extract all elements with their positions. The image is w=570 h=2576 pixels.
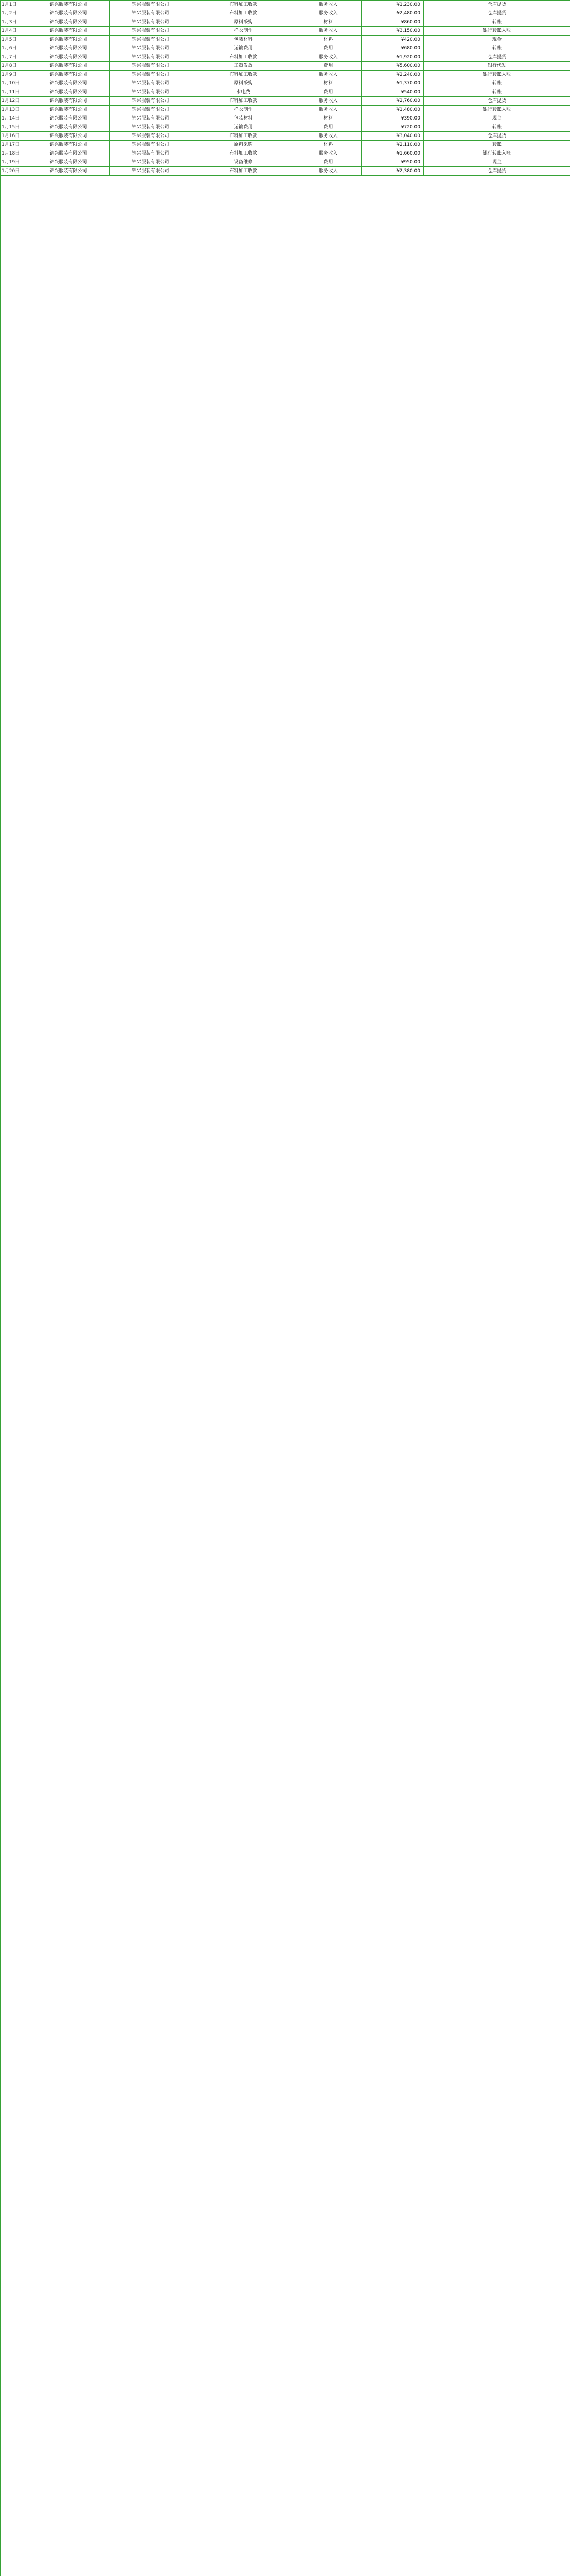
amount-cell: ¥1,660.00 — [362, 149, 424, 158]
description-cell: 布料加工收款 — [192, 53, 295, 62]
table-row — [1, 114, 570, 123]
amount-cell: ¥680.00 — [362, 44, 424, 53]
table-row — [1, 36, 570, 44]
payee-cell: 锦兴服装有限公司 — [110, 71, 192, 79]
category-cell: 服务收入 — [295, 106, 362, 114]
note-cell: 转账 — [424, 141, 570, 149]
amount-cell: ¥1,370.00 — [362, 79, 424, 88]
category-cell: 费用 — [295, 88, 362, 97]
payer-cell: 锦兴服装有限公司 — [27, 27, 110, 36]
payee-cell: 锦兴服装有限公司 — [110, 158, 192, 167]
description-cell: 运输费用 — [192, 123, 295, 132]
note-cell: 现金 — [424, 114, 570, 123]
payer-cell: 锦兴服装有限公司 — [27, 62, 110, 71]
table-row — [1, 62, 570, 71]
date-cell: 1月10日 — [1, 79, 27, 88]
date-cell: 1月4日 — [1, 27, 27, 36]
table-row — [1, 71, 570, 79]
date-cell: 1月1日 — [1, 1, 27, 9]
amount-cell: ¥390.00 — [362, 114, 424, 123]
table-row — [1, 9, 570, 18]
amount-cell: ¥2,480.00 — [362, 9, 424, 18]
category-cell: 材料 — [295, 79, 362, 88]
table-row — [1, 88, 570, 97]
category-cell: 材料 — [295, 36, 362, 44]
description-cell: 样衣制作 — [192, 27, 295, 36]
note-cell: 转账 — [424, 88, 570, 97]
table-row — [1, 1, 570, 9]
amount-cell: ¥950.00 — [362, 158, 424, 167]
description-cell: 布料加工收款 — [192, 71, 295, 79]
payer-cell: 锦兴服装有限公司 — [27, 123, 110, 132]
payer-cell: 锦兴服装有限公司 — [27, 106, 110, 114]
description-cell: 包装材料 — [192, 36, 295, 44]
payer-cell: 锦兴服装有限公司 — [27, 158, 110, 167]
payer-cell: 锦兴服装有限公司 — [27, 44, 110, 53]
description-cell: 布料加工收款 — [192, 167, 295, 176]
note-cell: 仓库提货 — [424, 9, 570, 18]
category-cell: 服务收入 — [295, 27, 362, 36]
date-cell: 1月8日 — [1, 62, 27, 71]
payer-cell: 锦兴服装有限公司 — [27, 149, 110, 158]
description-cell: 设备维修 — [192, 158, 295, 167]
ledger-body — [1, 1, 570, 176]
description-cell: 原料采购 — [192, 79, 295, 88]
payer-cell: 锦兴服装有限公司 — [27, 71, 110, 79]
category-cell: 服务收入 — [295, 9, 362, 18]
amount-cell: ¥2,380.00 — [362, 167, 424, 176]
description-cell: 原料采购 — [192, 141, 295, 149]
note-cell: 银行代发 — [424, 62, 570, 71]
payee-cell: 锦兴服装有限公司 — [110, 62, 192, 71]
amount-cell: ¥2,760.00 — [362, 97, 424, 106]
table-row — [1, 18, 570, 27]
table-row — [1, 149, 570, 158]
payer-cell: 锦兴服装有限公司 — [27, 97, 110, 106]
note-cell: 转账 — [424, 44, 570, 53]
category-cell: 材料 — [295, 18, 362, 27]
table-row — [1, 167, 570, 176]
payee-cell: 锦兴服装有限公司 — [110, 44, 192, 53]
payee-cell: 锦兴服装有限公司 — [110, 141, 192, 149]
payer-cell: 锦兴服装有限公司 — [27, 1, 110, 9]
payee-cell: 锦兴服装有限公司 — [110, 1, 192, 9]
category-cell: 服务收入 — [295, 71, 362, 79]
date-cell: 1月11日 — [1, 88, 27, 97]
category-cell: 服务收入 — [295, 132, 362, 141]
note-cell: 转账 — [424, 79, 570, 88]
date-cell: 1月13日 — [1, 106, 27, 114]
note-cell: 仓库提货 — [424, 53, 570, 62]
note-cell: 现金 — [424, 158, 570, 167]
date-cell: 1月18日 — [1, 149, 27, 158]
date-cell: 1月19日 — [1, 158, 27, 167]
note-cell: 银行转账入账 — [424, 106, 570, 114]
description-cell: 样衣制作 — [192, 106, 295, 114]
amount-cell: ¥1,480.00 — [362, 106, 424, 114]
payer-cell: 锦兴服装有限公司 — [27, 132, 110, 141]
date-cell: 1月2日 — [1, 9, 27, 18]
payee-cell: 锦兴服装有限公司 — [110, 79, 192, 88]
amount-cell: ¥720.00 — [362, 123, 424, 132]
category-cell: 服务收入 — [295, 149, 362, 158]
payee-cell: 锦兴服装有限公司 — [110, 18, 192, 27]
payer-cell: 锦兴服装有限公司 — [27, 18, 110, 27]
payer-cell: 锦兴服装有限公司 — [27, 141, 110, 149]
payee-cell: 锦兴服装有限公司 — [110, 53, 192, 62]
payee-cell: 锦兴服装有限公司 — [110, 106, 192, 114]
table-row — [1, 106, 570, 114]
category-cell: 材料 — [295, 141, 362, 149]
note-cell: 银行转账入账 — [424, 27, 570, 36]
description-cell: 水电费 — [192, 88, 295, 97]
description-cell: 布料加工收款 — [192, 1, 295, 9]
date-cell: 1月5日 — [1, 36, 27, 44]
payer-cell: 锦兴服装有限公司 — [27, 114, 110, 123]
category-cell: 服务收入 — [295, 53, 362, 62]
description-cell: 运输费用 — [192, 44, 295, 53]
left-border-rule — [0, 0, 1, 2576]
payer-cell: 锦兴服装有限公司 — [27, 9, 110, 18]
description-cell: 布料加工收款 — [192, 9, 295, 18]
category-cell: 服务收入 — [295, 167, 362, 176]
table-row — [1, 53, 570, 62]
note-cell: 仓库提货 — [424, 132, 570, 141]
category-cell: 材料 — [295, 114, 362, 123]
amount-cell: ¥3,150.00 — [362, 27, 424, 36]
payee-cell: 锦兴服装有限公司 — [110, 123, 192, 132]
payer-cell: 锦兴服装有限公司 — [27, 79, 110, 88]
date-cell: 1月9日 — [1, 71, 27, 79]
description-cell: 原料采购 — [192, 18, 295, 27]
note-cell: 转账 — [424, 18, 570, 27]
date-cell: 1月17日 — [1, 141, 27, 149]
note-cell: 仓库提货 — [424, 1, 570, 9]
category-cell: 服务收入 — [295, 1, 362, 9]
description-cell: 工资发放 — [192, 62, 295, 71]
payer-cell: 锦兴服装有限公司 — [27, 53, 110, 62]
amount-cell: ¥420.00 — [362, 36, 424, 44]
date-cell: 1月3日 — [1, 18, 27, 27]
note-cell: 银行转账入账 — [424, 149, 570, 158]
payer-cell: 锦兴服装有限公司 — [27, 167, 110, 176]
date-cell: 1月12日 — [1, 97, 27, 106]
payee-cell: 锦兴服装有限公司 — [110, 36, 192, 44]
amount-cell: ¥2,110.00 — [362, 141, 424, 149]
payee-cell: 锦兴服装有限公司 — [110, 27, 192, 36]
payee-cell: 锦兴服装有限公司 — [110, 9, 192, 18]
table-row — [1, 44, 570, 53]
amount-cell: ¥1,230.00 — [362, 1, 424, 9]
payer-cell: 锦兴服装有限公司 — [27, 36, 110, 44]
amount-cell: ¥540.00 — [362, 88, 424, 97]
description-cell: 布料加工收款 — [192, 132, 295, 141]
note-cell: 银行转账入账 — [424, 71, 570, 79]
category-cell: 费用 — [295, 123, 362, 132]
payee-cell: 锦兴服装有限公司 — [110, 97, 192, 106]
payee-cell: 锦兴服装有限公司 — [110, 149, 192, 158]
note-cell: 仓库提货 — [424, 167, 570, 176]
category-cell: 费用 — [295, 44, 362, 53]
payee-cell: 锦兴服装有限公司 — [110, 88, 192, 97]
description-cell: 布料加工收款 — [192, 149, 295, 158]
note-cell: 转账 — [424, 123, 570, 132]
amount-cell: ¥5,600.00 — [362, 62, 424, 71]
description-cell: 包装材料 — [192, 114, 295, 123]
payee-cell: 锦兴服装有限公司 — [110, 114, 192, 123]
payer-cell: 锦兴服装有限公司 — [27, 88, 110, 97]
amount-cell: ¥2,240.00 — [362, 71, 424, 79]
amount-cell: ¥1,920.00 — [362, 53, 424, 62]
table-row — [1, 158, 570, 167]
category-cell: 费用 — [295, 158, 362, 167]
table-row — [1, 123, 570, 132]
table-row — [1, 141, 570, 149]
date-cell: 1月7日 — [1, 53, 27, 62]
amount-cell: ¥3,040.00 — [362, 132, 424, 141]
table-row — [1, 79, 570, 88]
payee-cell: 锦兴服装有限公司 — [110, 167, 192, 176]
category-cell: 服务收入 — [295, 97, 362, 106]
note-cell: 仓库提货 — [424, 97, 570, 106]
table-row — [1, 132, 570, 141]
date-cell: 1月20日 — [1, 167, 27, 176]
date-cell: 1月16日 — [1, 132, 27, 141]
table-row — [1, 97, 570, 106]
date-cell: 1月15日 — [1, 123, 27, 132]
date-cell: 1月6日 — [1, 44, 27, 53]
note-cell: 现金 — [424, 36, 570, 44]
ledger-table — [0, 0, 570, 176]
amount-cell: ¥860.00 — [362, 18, 424, 27]
date-cell: 1月14日 — [1, 114, 27, 123]
payee-cell: 锦兴服装有限公司 — [110, 132, 192, 141]
description-cell: 布料加工收款 — [192, 97, 295, 106]
table-row — [1, 27, 570, 36]
category-cell: 费用 — [295, 62, 362, 71]
